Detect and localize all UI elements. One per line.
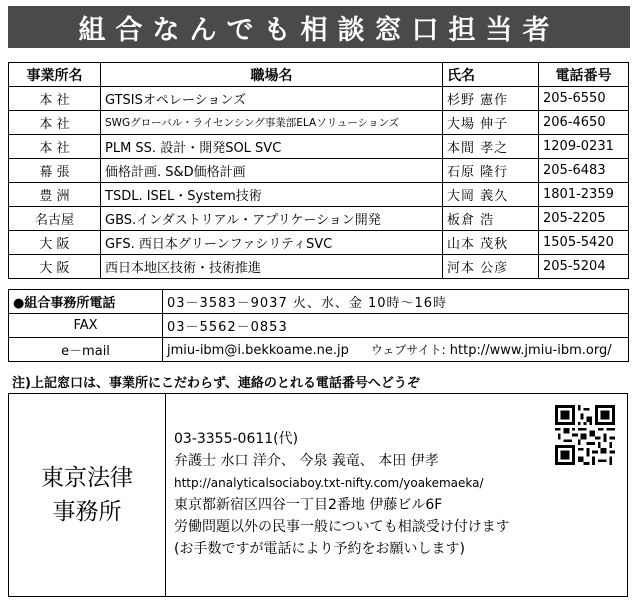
office-cell: 名古屋 [9, 207, 101, 231]
office-cell: 本 社 [9, 135, 101, 159]
office-cell: 大 阪 [9, 231, 101, 255]
name-cell: 河本 公彦 [443, 255, 539, 279]
office-header: 事業所名 [9, 63, 101, 87]
phone-cell: 205-6550 [539, 87, 629, 111]
law-firm-name [9, 394, 166, 596]
department-cell: SWGグローバル・ライセンシング事業部ELAソリューションズ [101, 111, 443, 135]
phone-cell: 1505-5420 [539, 231, 629, 255]
table-row [9, 111, 629, 135]
department-cell: GTSISオペレーションズ [101, 87, 443, 111]
department-cell: GFS. 西日本グリーンファシリティSVC [101, 231, 443, 255]
table-row [9, 159, 629, 183]
law-firm-consult: 労働問題以外の民事一般についても相談受け付けます [174, 519, 510, 535]
union-phone-value: 03－3583－9037 火、水、金 10時～16時 [163, 290, 629, 314]
law-firm-address: 東京都新宿区四谷一丁目2番地 伊藤ビル6F [174, 497, 443, 513]
office-cell: 大 阪 [9, 255, 101, 279]
email-label: e－mail [9, 338, 163, 362]
union-office-table [8, 289, 629, 362]
law-firm-name-line2: 事務所 [52, 499, 122, 525]
email-link[interactable]: jmiu-ibm@i.bekkoame.ne.jp [167, 343, 349, 358]
table-row [9, 231, 629, 255]
website-label: ウェブサイト: [370, 343, 446, 357]
email-web-cell [163, 338, 629, 362]
table-row [9, 87, 629, 111]
phone-cell: 205-6483 [539, 159, 629, 183]
department-cell: 価格計画. S&D価格計画 [101, 159, 443, 183]
law-firm-details [174, 428, 510, 560]
table-row [9, 135, 629, 159]
office-cell: 本 社 [9, 111, 101, 135]
law-firm-url[interactable]: http://analyticalsociaboy.txt-nifty.com/yoakemaeka/ [174, 476, 484, 490]
website-link[interactable]: http://www.jmiu-ibm.org/ [449, 343, 612, 358]
fax-label: FAX [9, 314, 163, 338]
phone-cell: 205-5204 [539, 255, 629, 279]
name-cell: 杉野 憲作 [443, 87, 539, 111]
name-header: 氏名 [443, 63, 539, 87]
law-firm-reservation: (お手数ですが電話により予約をお願いします) [174, 541, 465, 557]
department-header: 職場名 [101, 63, 443, 87]
name-cell: 山本 茂秋 [443, 231, 539, 255]
qr-code-icon [555, 405, 615, 465]
table-row [9, 255, 629, 279]
phone-header: 電話番号 [539, 63, 629, 87]
union-phone-row [9, 290, 629, 314]
law-firm-lawyers: 弁護士 水口 洋介、 今泉 義竜、 本田 伊孝 [174, 453, 439, 469]
office-cell: 本 社 [9, 87, 101, 111]
name-cell: 本間 孝之 [443, 135, 539, 159]
office-cell: 豊 洲 [9, 183, 101, 207]
phone-cell: 1209-0231 [539, 135, 629, 159]
law-firm-box [8, 393, 628, 597]
table-header-row [9, 63, 629, 87]
phone-cell: 1801-2359 [539, 183, 629, 207]
contact-table [8, 62, 629, 279]
department-cell: PLM SS. 設計・開発SOL SVC [101, 135, 443, 159]
name-cell: 板倉 浩 [443, 207, 539, 231]
phone-cell: 206-4650 [539, 111, 629, 135]
page-title: 組合なんでも相談窓口担当者 [8, 6, 630, 48]
fax-value: 03－5562－0853 [163, 314, 629, 338]
table-row [9, 207, 629, 231]
note-text: 注)上記窓口は、事業所にこだわらず、連絡のとれる電話番号へどうぞ [12, 376, 420, 391]
law-firm-phone: 03-3355-0611(代) [174, 431, 299, 447]
law-firm-name-line1: 東京法律 [41, 465, 133, 491]
name-cell: 大岡 義久 [443, 183, 539, 207]
office-cell: 幕 張 [9, 159, 101, 183]
fax-row [9, 314, 629, 338]
union-phone-label: ●組合事務所電話 [9, 290, 163, 314]
name-cell: 石原 隆行 [443, 159, 539, 183]
email-row [9, 338, 629, 362]
name-cell: 大場 伸子 [443, 111, 539, 135]
phone-cell: 205-2205 [539, 207, 629, 231]
department-cell: 西日本地区技術・技術推進 [101, 255, 443, 279]
department-cell: GBS.インダストリアル・アプリケーション開発 [101, 207, 443, 231]
table-row [9, 183, 629, 207]
department-cell: TSDL. ISEL・System技術 [101, 183, 443, 207]
